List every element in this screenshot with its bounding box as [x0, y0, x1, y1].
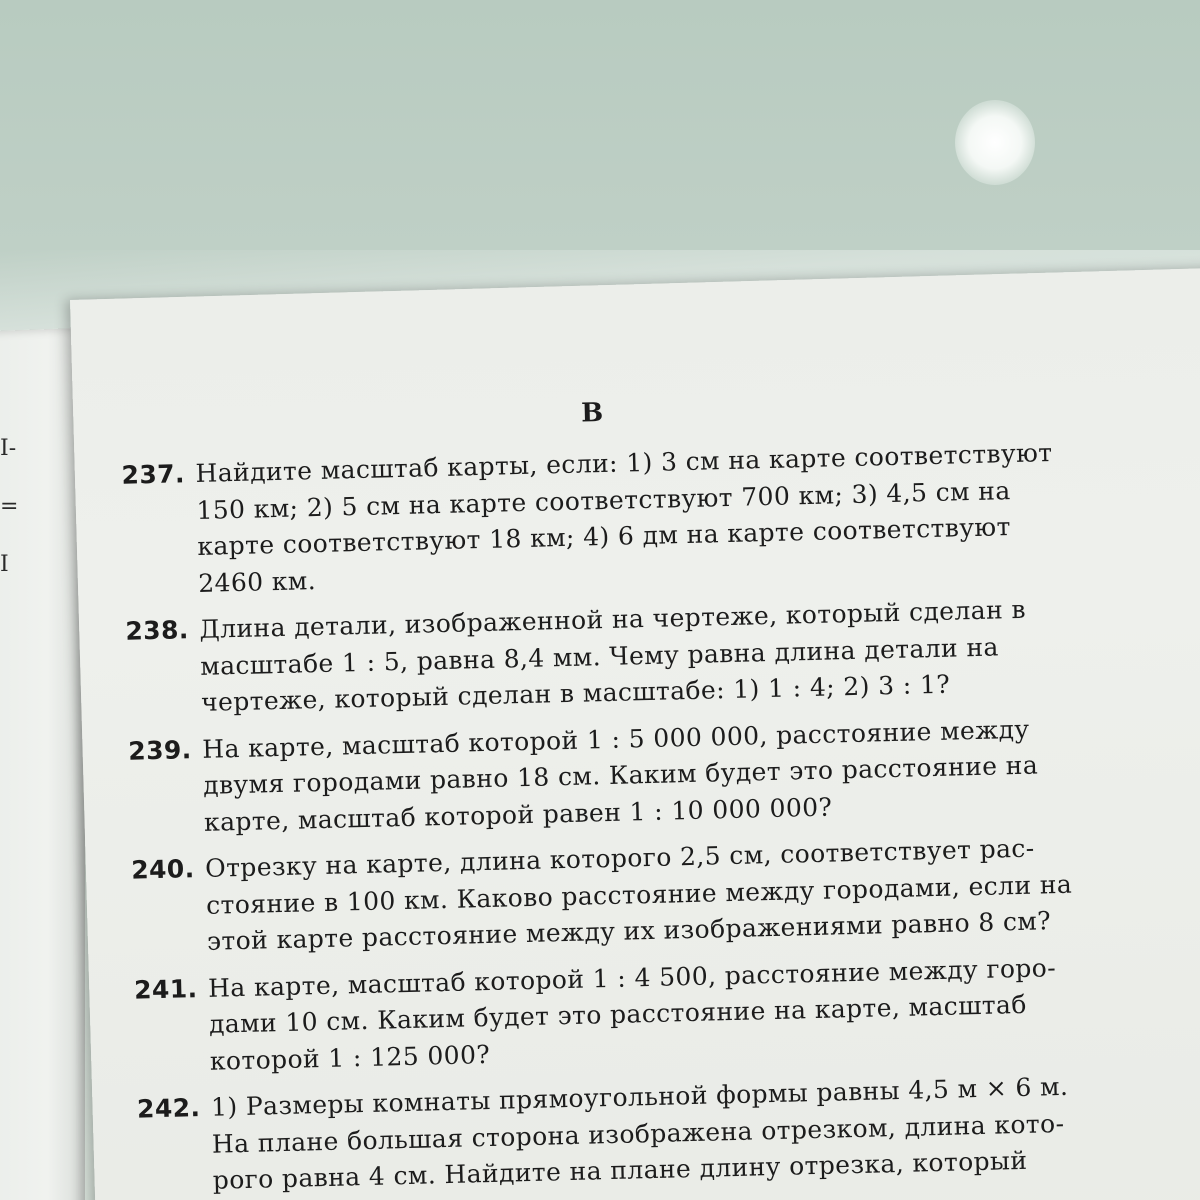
problem-238	[117, 590, 1119, 724]
problem-line: 150 км; 2) 5 см на карте соответствуют 700 км; 3) 4,5 см на	[196, 475, 1011, 525]
problem-line: которой 1 : 125 000?	[209, 1039, 491, 1076]
problem-line: масштабе 1 : 5, равна 8,4 мм. Чему равна длина детали на	[199, 631, 1000, 681]
problem-line: дами 10 см. Каким будет это расстояние на карте, масштаб	[208, 989, 1028, 1039]
problem-number: 242.	[136, 1093, 201, 1124]
problem-line: На карте, масштаб которой 1 : 5 000 000, расстояние между	[201, 714, 1030, 764]
margin-fragment-2: =	[0, 494, 19, 519]
problem-line: стояние в 100 км. Каково расстояние между городами, если на	[205, 869, 1073, 920]
problem-line: рого равна 4 см. Найдите на плане длину отрезка, который	[212, 1145, 1028, 1195]
problem-number: 239.	[127, 734, 192, 766]
light-reflection	[955, 100, 1035, 185]
problem-241	[126, 948, 1128, 1082]
problem-239	[120, 709, 1122, 843]
problem-line: Длина детали, изображенной на чертеже, который сделан в	[199, 594, 1027, 644]
problem-line: 2460 км.	[197, 565, 317, 598]
left-page-margin-text	[0, 420, 18, 594]
section-heading: В	[580, 398, 604, 429]
problem-number: 240.	[130, 854, 195, 885]
margin-fragment-3: I	[0, 552, 9, 577]
problem-number: 238.	[125, 615, 190, 646]
problem-242	[129, 1067, 1131, 1200]
problem-line: Найдите масштаб карты, если: 1) 3 см на карте соответствуют	[195, 438, 1053, 488]
problem-number: 241.	[133, 973, 198, 1005]
problem-line: На плане большая сторона изображена отрезком, длина кото-	[211, 1108, 1065, 1159]
exercise-text-block	[112, 386, 1131, 1200]
problem-line: двумя городами равно 18 см. Каким будет это расстояние на	[202, 750, 1039, 800]
problem-line: На карте, масштаб которой 1 : 4 500, расстояние между горо-	[207, 952, 1057, 1003]
problem-line: 1) Размеры комнаты прямоугольной формы равны 4,5 м × 6 м.	[210, 1071, 1069, 1122]
problem-237	[113, 434, 1116, 604]
problem-line: этой карте расстояние между их изображениями равно 8 см?	[206, 906, 1052, 956]
problem-number: 237.	[121, 459, 186, 490]
margin-fragment-1: I-	[0, 436, 17, 461]
problem-line: чертеже, который сделан в масштабе: 1) 1 : 4; 2) 3 : 1?	[200, 669, 951, 717]
problem-line: карте соответствуют 18 км; 4) 6 дм на карте соответствуют	[197, 512, 1012, 561]
problem-line: карте, масштаб которой равен 1 : 10 000 000?	[203, 792, 833, 837]
problem-240	[123, 828, 1125, 962]
problem-line: Отрезку на карте, длина которого 2,5 см, соответствует рас-	[204, 833, 1035, 883]
